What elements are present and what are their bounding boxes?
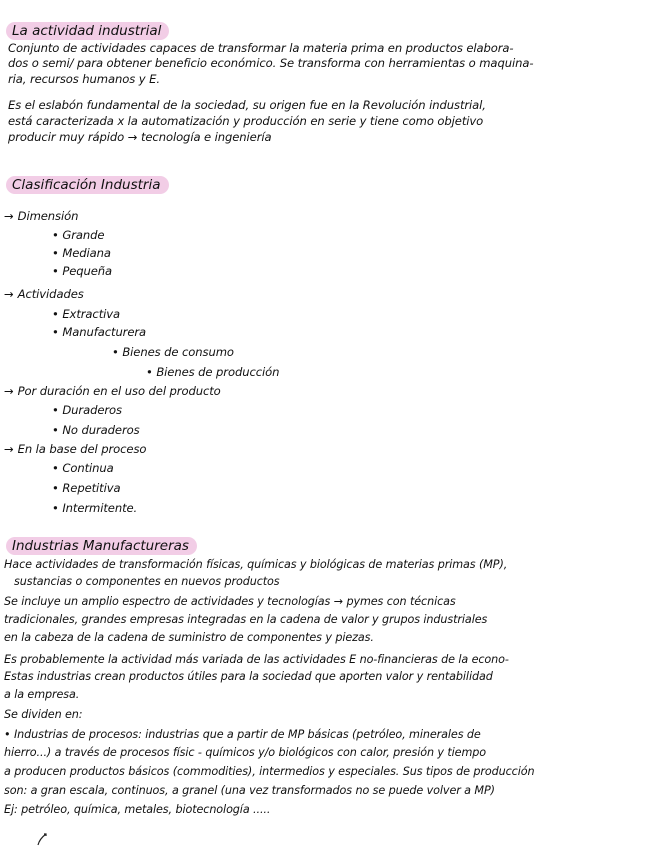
bullet-item: • Extractiva — [52, 307, 121, 321]
bullet-item: • Intermitente. — [52, 501, 138, 515]
arrow-icon: → — [4, 384, 14, 398]
note-line: dos o semi/ para obtener beneficio económico. Se transforma con herramientas o maquina- — [8, 56, 534, 70]
category-duracion: → Por duración en el uso del producto — [4, 384, 221, 398]
bullet-item: • Pequeña — [52, 264, 113, 278]
bullet-item: • Manufacturera — [52, 325, 147, 339]
category-proceso: → En la base del proceso — [4, 442, 147, 456]
category-actividades: → Actividades — [4, 287, 84, 301]
note-line: sustancias o componentes en nuevos productos — [14, 575, 280, 588]
bullet-item: • Repetitiva — [52, 481, 121, 495]
sub-bullet-item: • Bienes de producción — [146, 365, 280, 379]
note-line: en la cabeza de la cadena de suministro de componentes y piezas. — [4, 631, 374, 644]
highlight: La actividad industrial — [6, 22, 169, 40]
arrow-icon: → — [4, 442, 14, 456]
note-line: ria, recursos humanos y E. — [8, 72, 160, 86]
bullet-item: • No duraderos — [52, 423, 140, 437]
note-line: hierro...) a través de procesos físic - químicos y/o biológicos con calor, presión y tiempo — [4, 746, 486, 759]
note-line: Es probablemente la actividad más variada de las actividades E no-financieras de la econo- — [4, 653, 509, 666]
note-line: Estas industrias crean productos útiles para la sociedad que aporten valor y rentabilidad — [4, 670, 493, 683]
sub-bullet-item: • Bienes de consumo — [112, 345, 234, 359]
note-line: Se dividen en: — [4, 708, 83, 721]
category-dimension: → Dimensión — [4, 209, 79, 223]
note-line: producir muy rápido → tecnología e ingeniería — [8, 130, 272, 144]
highlight: Industrias Manufactureras — [6, 537, 197, 555]
note-line: Es el eslabón fundamental de la sociedad, su origen fue en la Revolución industrial, — [8, 98, 486, 112]
note-line: tradicionales, grandes empresas integradas en la cadena de valor y grupos industriales — [4, 613, 488, 626]
note-line: Conjunto de actividades capaces de transformar la materia prima en productos elabora- — [8, 41, 514, 55]
note-line: está caracterizada x la automatización y producción en serie y tiene como objetivo — [8, 114, 484, 128]
section-title-manufactureras — [6, 535, 197, 555]
note-line: a producen productos básicos (commodities), intermedios y especiales. Sus tipos de producción — [4, 765, 535, 778]
section-title-actividad-industrial — [6, 20, 169, 40]
arrow-icon: → — [4, 287, 14, 301]
pen-stroke-icon — [36, 832, 48, 846]
highlight: Clasificación Industria — [6, 176, 169, 194]
note-line: son: a gran escala, continuos, a granel (una vez transformados no se puede volver a MP) — [4, 784, 495, 797]
note-line: Se incluye un amplio espectro de actividades y tecnologías → pymes con técnicas — [4, 595, 456, 608]
note-line: Hace actividades de transformación físicas, químicas y biológicas de materias primas (MP), — [4, 558, 508, 571]
note-line: • Industrias de procesos: industrias que a partir de MP básicas (petróleo, minerales de — [4, 728, 481, 741]
note-line: a la empresa. — [4, 688, 80, 701]
bullet-item: • Continua — [52, 461, 114, 475]
bullet-item: • Duraderos — [52, 403, 122, 417]
section-title-clasificacion — [6, 174, 169, 194]
bullet-item: • Grande — [52, 228, 105, 242]
arrow-icon: → — [4, 209, 14, 223]
bullet-item: • Mediana — [52, 246, 111, 260]
note-line: Ej: petróleo, química, metales, biotecnología ..... — [4, 803, 271, 816]
